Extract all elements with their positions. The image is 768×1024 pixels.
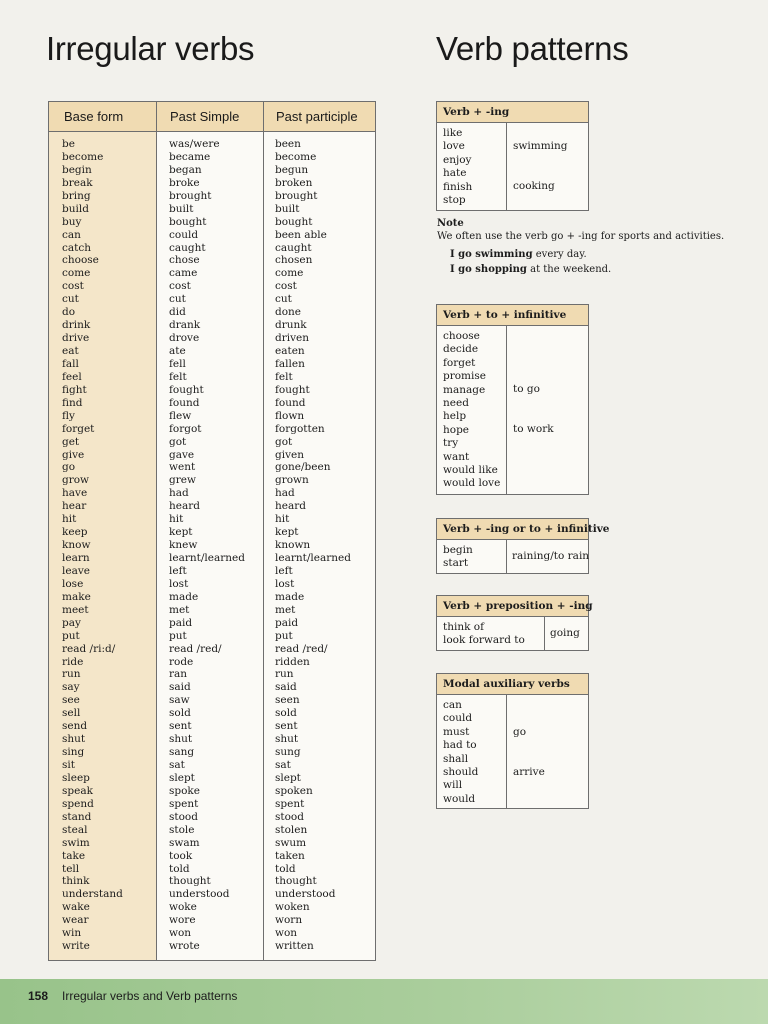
past-participle-cell: brought	[275, 189, 318, 202]
base-form-cell: bring	[62, 189, 91, 202]
base-form-column	[62, 138, 123, 953]
past-simple-cell: told	[169, 862, 190, 875]
past-participle-cell: given	[275, 448, 304, 461]
base-form-cell: hear	[62, 500, 87, 513]
past-participle-cell: learnt/learned	[275, 552, 351, 564]
past-simple-cell: paid	[169, 616, 193, 629]
past-participle-cell: spoken	[275, 784, 313, 797]
base-form-cell: sleep	[62, 771, 90, 784]
verb-item: will	[443, 779, 463, 792]
verb-item: look forward to	[443, 634, 525, 647]
past-participle-cell: spent	[275, 797, 305, 810]
modal-verbs-example: go	[513, 726, 527, 738]
footer-title: Irregular verbs and Verb patterns	[62, 989, 238, 1003]
header-past-participle: Past participle	[276, 109, 358, 124]
past-participle-cell: fallen	[275, 357, 305, 370]
base-form-cell: eat	[62, 345, 79, 357]
base-form-cell: choose	[62, 254, 99, 267]
base-form-cell: learn	[62, 552, 90, 564]
modal-verbs-example: arrive	[513, 766, 545, 778]
base-form-cell: meet	[62, 603, 89, 616]
past-simple-cell: read /red/	[169, 642, 222, 655]
verb-preposition-box	[436, 595, 593, 651]
verb-item: should	[443, 766, 479, 779]
verb-item: hope	[443, 423, 470, 436]
past-simple-cell: kept	[169, 526, 193, 539]
modal-verbs-list	[437, 695, 588, 810]
base-form-cell: drive	[62, 332, 90, 345]
past-simple-cell: chose	[169, 254, 200, 267]
past-participle-cell: been able	[275, 228, 327, 241]
past-participle-cell: sat	[275, 759, 291, 771]
base-form-cell: buy	[62, 215, 82, 228]
base-form-cell: do	[62, 306, 76, 319]
past-simple-cell: cost	[169, 280, 191, 293]
note-block	[437, 217, 737, 277]
note-text: We often use the verb go + -ing for sports and activities.	[437, 231, 725, 242]
past-simple-cell: built	[169, 202, 194, 215]
past-simple-cell: rode	[169, 655, 194, 668]
verb-to-infinitive-header: Verb + to + infinitive	[437, 305, 588, 326]
past-simple-cell: ate	[169, 345, 186, 357]
past-participle-cell: swum	[275, 836, 307, 849]
past-participle-cell: met	[275, 603, 296, 616]
verb-item: forget	[443, 356, 476, 369]
verb-patterns-title: Verb patterns	[436, 30, 629, 67]
base-form-cell: forget	[62, 422, 95, 435]
box-divider	[506, 326, 507, 494]
base-form-cell: speak	[62, 784, 93, 797]
past-simple-cell: heard	[169, 500, 200, 513]
past-simple-cell: swam	[169, 836, 200, 849]
verb-item: would	[443, 792, 476, 805]
past-simple-cell: knew	[169, 539, 198, 552]
base-form-cell: go	[62, 461, 76, 474]
base-form-cell: cut	[62, 293, 79, 306]
box-divider	[506, 540, 507, 573]
past-participle-cell: paid	[275, 616, 299, 629]
verb-preposition-header: Verb + preposition + -ing	[437, 596, 588, 617]
box-divider	[544, 617, 545, 650]
past-simple-cell: broke	[169, 176, 200, 189]
past-simple-cell: slept	[169, 771, 195, 784]
past-simple-cell: sent	[169, 720, 192, 733]
verb-preposition-example: going	[550, 627, 580, 639]
base-form-cell: understand	[62, 888, 123, 901]
past-simple-cell: made	[169, 590, 199, 603]
base-form-cell: write	[62, 940, 90, 953]
base-form-cell: keep	[62, 526, 88, 539]
verb-ing-or-to-example: raining/to rain	[512, 550, 590, 562]
base-form-cell: sell	[62, 707, 81, 720]
past-simple-cell: wrote	[169, 940, 200, 953]
base-form-cell: have	[62, 487, 88, 500]
past-participle-column	[275, 138, 351, 953]
past-participle-cell: hit	[275, 513, 290, 526]
base-form-cell: drink	[62, 319, 91, 332]
verb-ing-list	[437, 123, 588, 211]
past-participle-cell: said	[275, 681, 297, 694]
verb-item: want	[443, 450, 470, 463]
past-simple-cell: gave	[169, 448, 195, 461]
base-form-cell: grow	[62, 474, 90, 487]
past-simple-cell: spent	[169, 797, 199, 810]
base-form-cell: steal	[62, 823, 88, 836]
past-simple-cell: went	[169, 461, 196, 474]
past-participle-cell: read /red/	[275, 642, 328, 655]
past-participle-cell: woken	[275, 901, 310, 914]
past-simple-cell: felt	[169, 370, 187, 383]
past-participle-cell: made	[275, 590, 305, 603]
past-simple-cell: sat	[169, 759, 185, 771]
verb-item: shall	[443, 752, 469, 765]
base-form-cell: catch	[62, 241, 92, 254]
verb-item: had to	[443, 739, 477, 752]
base-form-cell: tell	[62, 862, 80, 875]
page-footer	[0, 979, 768, 1024]
base-form-cell: swim	[62, 836, 90, 849]
past-simple-cell: wore	[169, 914, 196, 927]
note-title: Note	[437, 218, 464, 229]
base-form-cell: become	[62, 150, 104, 163]
past-participle-cell: broken	[275, 176, 313, 189]
base-form-cell: wear	[62, 914, 89, 927]
past-simple-cell: became	[169, 150, 211, 163]
past-participle-cell: fought	[275, 383, 310, 396]
verb-ing-or-to-box	[436, 518, 610, 574]
past-simple-cell: found	[169, 396, 200, 409]
verb-item: would like	[443, 464, 498, 477]
header-past-simple: Past Simple	[170, 109, 240, 124]
past-participle-cell: had	[275, 487, 295, 500]
verb-item: love	[443, 140, 465, 153]
past-participle-cell: cut	[275, 293, 292, 306]
past-simple-cell: could	[169, 228, 199, 241]
past-participle-cell: slept	[275, 771, 301, 784]
past-participle-cell: lost	[275, 577, 295, 590]
base-form-cell: read /ri:d/	[62, 642, 116, 655]
verb-item: promise	[443, 370, 486, 383]
verb-item: must	[443, 725, 470, 738]
past-participle-cell: worn	[275, 914, 303, 927]
past-participle-cell: done	[275, 306, 302, 319]
past-participle-cell: ridden	[275, 655, 310, 668]
past-simple-cell: saw	[169, 694, 190, 707]
past-simple-cell: fought	[169, 383, 204, 396]
past-participle-cell: stolen	[275, 823, 308, 836]
past-participle-cell: flown	[275, 409, 305, 422]
base-form-cell: stand	[62, 810, 92, 823]
past-participle-cell: caught	[275, 241, 312, 254]
past-simple-cell: sold	[169, 707, 191, 720]
verb-item: need	[443, 397, 469, 410]
base-form-cell: get	[62, 435, 80, 448]
past-participle-cell: bought	[275, 215, 313, 228]
past-participle-cell: shut	[275, 733, 299, 746]
base-form-cell: can	[62, 228, 81, 241]
past-simple-cell: left	[169, 564, 187, 577]
past-participle-cell: become	[275, 150, 317, 163]
irregular-verbs-table	[48, 101, 376, 961]
past-simple-cell: stood	[169, 810, 198, 823]
past-simple-cell: got	[169, 435, 187, 448]
past-simple-cell: caught	[169, 241, 206, 254]
past-participle-cell: cost	[275, 280, 297, 293]
verb-item: choose	[443, 330, 480, 342]
base-form-cell: say	[62, 681, 80, 694]
base-form-cell: fall	[62, 357, 79, 370]
past-participle-cell: put	[275, 629, 293, 642]
past-simple-cell: spoke	[169, 784, 201, 797]
past-simple-cell: began	[169, 163, 202, 176]
past-simple-cell: met	[169, 603, 190, 616]
base-form-cell: sing	[62, 746, 85, 759]
verb-item: would love	[443, 477, 501, 490]
past-simple-cell: bought	[169, 215, 207, 228]
base-form-cell: build	[62, 202, 89, 215]
past-participle-cell: known	[275, 539, 311, 552]
past-participle-cell: told	[275, 862, 296, 875]
past-simple-cell: forgot	[169, 422, 202, 435]
verb-item: finish	[443, 180, 473, 193]
past-simple-cell: flew	[169, 409, 192, 422]
verb-ing-box	[436, 101, 589, 211]
past-simple-cell: grew	[169, 474, 196, 487]
past-participle-cell: chosen	[275, 254, 313, 267]
irregular-verbs-title: Irregular verbs	[46, 30, 255, 67]
past-participle-cell: driven	[275, 332, 310, 345]
verb-item: begin	[443, 544, 473, 556]
past-simple-cell: drank	[169, 319, 201, 332]
past-simple-cell: hit	[169, 513, 184, 526]
modal-verbs-header: Modal auxiliary verbs	[437, 674, 588, 695]
note-example: I go swimming every day.	[450, 249, 587, 260]
base-form-cell: be	[62, 138, 75, 150]
past-participle-cell: begun	[275, 163, 309, 176]
past-simple-cell: drove	[169, 332, 200, 345]
verb-item: help	[443, 410, 467, 423]
verb-ing-example: swimming	[513, 140, 568, 152]
base-form-cell: know	[62, 539, 91, 552]
verb-item: stop	[443, 194, 466, 207]
past-participle-cell: sold	[275, 707, 297, 720]
past-participle-cell: taken	[275, 849, 305, 862]
verb-item: enjoy	[443, 153, 472, 166]
past-participle-cell: drunk	[275, 319, 307, 332]
base-form-cell: fight	[62, 383, 87, 396]
base-form-cell: feel	[62, 370, 82, 383]
past-participle-cell: thought	[275, 875, 317, 888]
base-form-cell: win	[62, 927, 82, 940]
base-form-cell: give	[62, 448, 85, 461]
past-participle-cell: grown	[275, 474, 309, 487]
past-simple-cell: lost	[169, 577, 189, 590]
column-divider	[263, 102, 264, 960]
base-form-cell: take	[62, 849, 86, 862]
base-form-cell: lose	[62, 577, 84, 590]
past-simple-cell: woke	[169, 901, 197, 914]
verb-item: manage	[443, 383, 486, 396]
past-participle-cell: eaten	[275, 345, 305, 357]
base-form-cell: pay	[62, 616, 81, 629]
verb-ing-example: cooking	[513, 180, 555, 192]
past-participle-cell: sent	[275, 720, 298, 733]
past-participle-cell: found	[275, 396, 306, 409]
past-simple-cell: fell	[169, 357, 186, 370]
past-simple-cell: shut	[169, 733, 193, 746]
base-form-cell: come	[62, 267, 91, 280]
base-form-cell: begin	[62, 163, 92, 176]
past-simple-cell: brought	[169, 189, 212, 202]
past-participle-cell: stood	[275, 810, 304, 823]
verb-item: like	[443, 127, 463, 139]
past-simple-cell: had	[169, 487, 189, 500]
verb-item: hate	[443, 167, 467, 180]
verb-ing-or-to-header: Verb + -ing or to + infinitive	[437, 519, 588, 540]
page-number: 158	[28, 989, 49, 1003]
past-participle-cell: left	[275, 564, 293, 577]
past-simple-cell: ran	[169, 668, 188, 681]
past-simple-cell: did	[169, 306, 186, 319]
base-form-cell: cost	[62, 280, 84, 293]
verb-to-infinitive-example: to work	[513, 423, 554, 435]
verb-item: think of	[443, 621, 485, 633]
past-simple-cell: put	[169, 629, 187, 642]
base-form-cell: find	[62, 396, 83, 409]
past-simple-cell: learnt/learned	[169, 552, 245, 564]
past-simple-cell: understood	[169, 888, 230, 901]
past-participle-cell: felt	[275, 370, 293, 383]
base-form-cell: break	[62, 176, 93, 189]
base-form-cell: sit	[62, 759, 75, 771]
past-participle-cell: understood	[275, 888, 336, 901]
past-participle-cell: seen	[275, 694, 300, 707]
modal-verbs-box	[436, 673, 589, 809]
past-simple-column	[169, 138, 245, 953]
past-simple-cell: took	[169, 849, 193, 862]
past-participle-cell: heard	[275, 500, 306, 513]
past-simple-cell: cut	[169, 293, 186, 306]
past-participle-cell: got	[275, 435, 293, 448]
verb-item: can	[443, 699, 462, 711]
header-base-form: Base form	[64, 109, 124, 124]
base-form-cell: think	[62, 875, 90, 888]
base-form-cell: put	[62, 629, 80, 642]
past-simple-cell: came	[169, 267, 198, 280]
base-form-cell: fly	[62, 409, 75, 422]
past-participle-cell: won	[275, 927, 298, 940]
past-simple-cell: was/were	[169, 138, 220, 150]
past-participle-cell: forgotten	[275, 422, 325, 435]
base-form-cell: make	[62, 590, 91, 603]
past-participle-cell: built	[275, 202, 300, 215]
base-form-cell: ride	[62, 655, 84, 668]
verb-to-infinitive-list	[437, 326, 588, 495]
past-participle-cell: written	[275, 940, 314, 953]
past-simple-cell: sang	[169, 746, 195, 759]
note-example: I go shopping at the weekend.	[450, 264, 612, 275]
base-form-cell: leave	[62, 564, 90, 577]
past-simple-cell: thought	[169, 875, 211, 888]
base-form-cell: shut	[62, 733, 86, 746]
past-participle-cell: sung	[275, 746, 301, 759]
column-divider	[156, 102, 157, 960]
past-participle-cell: run	[275, 668, 294, 681]
base-form-cell: run	[62, 668, 81, 681]
base-form-cell: see	[62, 694, 80, 707]
past-participle-cell: been	[275, 138, 301, 150]
past-simple-cell: won	[169, 927, 192, 940]
base-form-cell: wake	[62, 901, 90, 914]
base-form-cell: hit	[62, 513, 77, 526]
verb-item: could	[443, 712, 473, 725]
box-divider	[506, 123, 507, 210]
verb-item: decide	[443, 343, 479, 356]
verb-item: try	[443, 437, 459, 450]
base-form-cell: send	[62, 720, 88, 733]
verb-item: start	[443, 557, 469, 570]
verb-ing-header: Verb + -ing	[437, 102, 588, 123]
past-participle-cell: gone/been	[275, 461, 331, 474]
past-participle-cell: come	[275, 267, 304, 280]
verb-to-infinitive-example: to go	[513, 383, 540, 395]
past-participle-cell: kept	[275, 526, 299, 539]
verb-to-infinitive-box	[436, 304, 589, 495]
past-simple-cell: said	[169, 681, 191, 694]
box-divider	[506, 695, 507, 808]
past-simple-cell: stole	[169, 823, 195, 836]
base-form-cell: spend	[62, 797, 94, 810]
